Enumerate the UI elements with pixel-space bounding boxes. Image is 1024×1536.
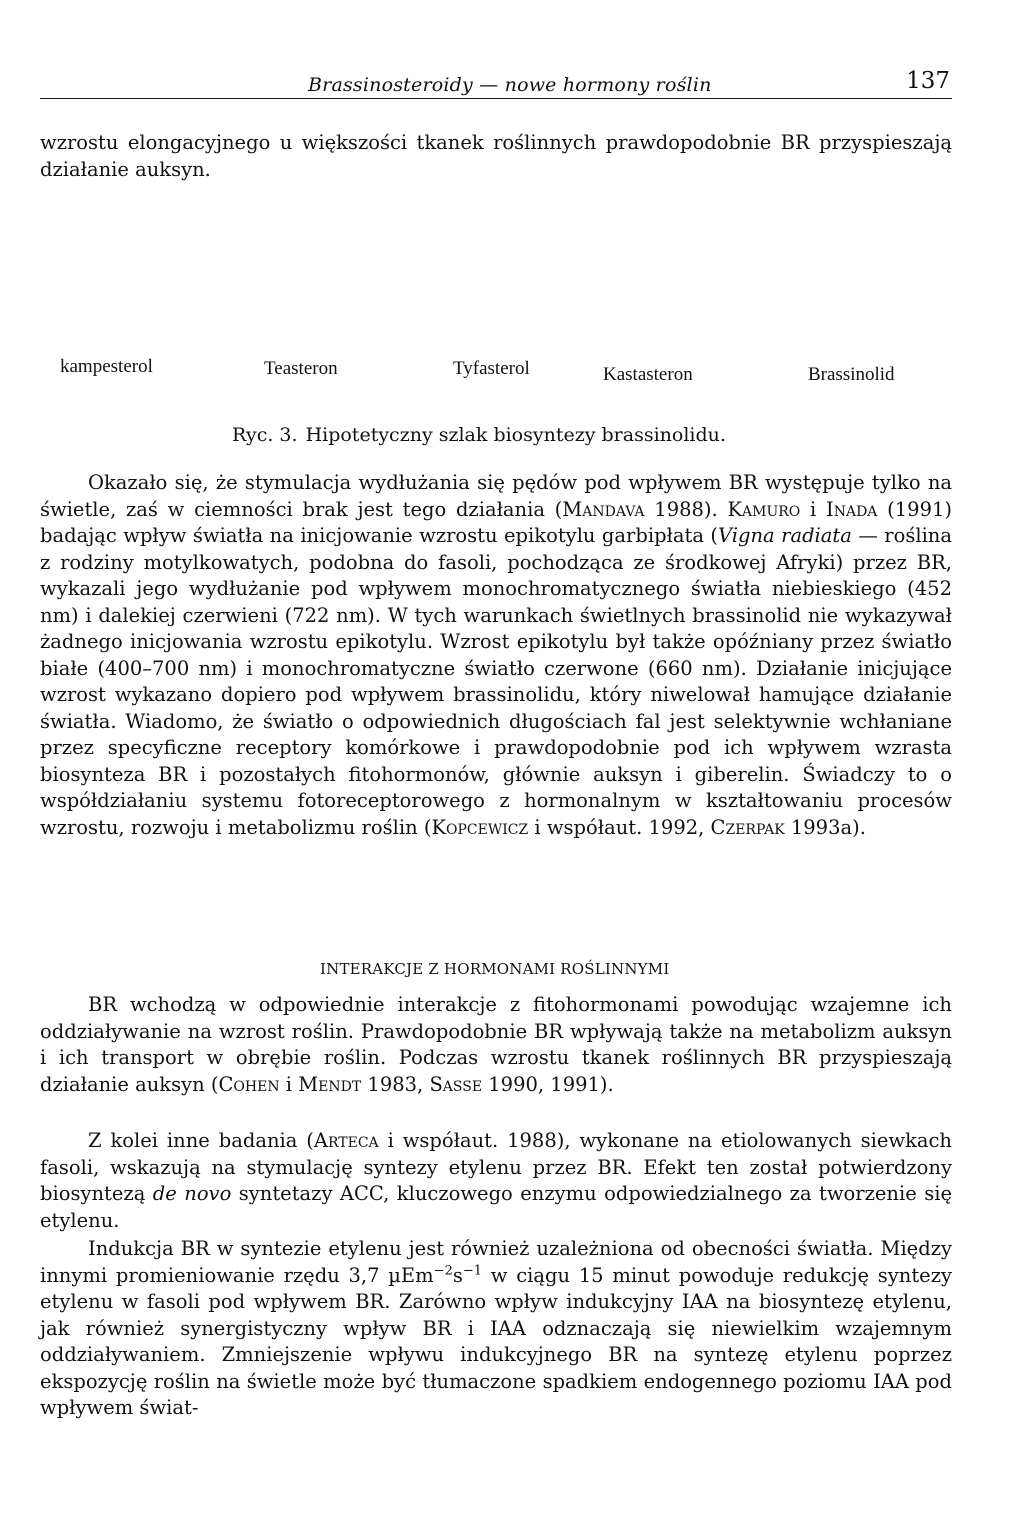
citation-author: Czerpak bbox=[710, 815, 785, 839]
page-number: 137 bbox=[906, 68, 950, 94]
figure-label-tyfasterol: Tyfasterol bbox=[453, 358, 530, 379]
paragraph-interactions: BR wchodzą w odpowiednie interakcje z fitohormonami powodując wzajemne ich oddziaływanie na wzrost roślin. Prawdopodobnie BR wpływają także na metabolizm auksyn i ich transport w obrębie roślin. Podczas wzrostu tkanek roślinnych BR przyspieszają działanie auksyn (Cohen i Mendt 1983, Sasse 1990, 1991). bbox=[40, 993, 952, 1096]
figure-caption bbox=[232, 424, 734, 446]
citation-author: Arteca bbox=[313, 1129, 379, 1152]
figure-number: Ryc. 3. bbox=[232, 424, 298, 446]
running-header bbox=[40, 68, 952, 99]
figure-caption-text: Hipotetyczny szlak biosyntezy brassinolidu. bbox=[305, 424, 726, 446]
paragraph-continuation: wzrostu elongacyjnego u większości tkanek roślinnych prawdopodobnie BR przyspieszają działanie auksyn. bbox=[40, 131, 952, 181]
figure-label-teasteron: Teasteron bbox=[264, 358, 338, 379]
citation-author: Sasse bbox=[429, 1072, 483, 1096]
citation-author: Kopcewicz bbox=[431, 815, 529, 839]
figure-label-kastasteron: Kastasteron bbox=[603, 364, 693, 385]
superscript: −1 bbox=[462, 1263, 483, 1278]
running-title: Brassinosteroidy — nowe hormony roślin bbox=[308, 74, 712, 96]
citation-author: Cohen bbox=[218, 1072, 280, 1096]
citation-author: Kamuro bbox=[727, 497, 801, 521]
paragraph-induction: Indukcja BR w syntezie etylenu jest również uzależniona od obecności światła. Między innymi promieniowanie rzędu 3,7 $\mu Em^{-2}s^{-1}$ w ciągu 15 minut powoduje redukcję syntezy etylenu w fasoli pod wpływem BR. Zarówno wpływ indukcyjny IAA na biosyntezę etylenu, jak również synergistyczny wpływ BR i IAA odznaczają się niewielkim wzajemnym oddziaływaniem. Zmniejszenie wpływu indukcyjnego BR na syntezę etylenu poprzez ekspozycję roślin na świetle może być tłumaczone spadkiem endogennego poziomu IAA pod wpływem świat- bbox=[40, 1237, 953, 1419]
species-name: Vigna radiata bbox=[718, 524, 852, 547]
figure-label-brassinolid: Brassinolid bbox=[808, 364, 895, 385]
paragraph-light-effect: Okazało się, że stymulacja wydłużania się pędów pod wpływem BR występuje tylko na świetle, zaś w ciemności brak jest tego działania (Mandava 1988). Kamuro i Inada (1991) badając wpływ światła na inicjowanie wzrostu epikotylu garbipłata (Vigna radiata — roślina z rodziny motylkowatych, podobna do fasoli, pochodząca ze środkowej Afryki) przez BR, wykazali jego wydłużanie pod wpływem monochromatycznego światła niebieskiego (452 nm) i dalekiej czerwieni (722 nm). W tych warunkach świetlnych brassinolid nie wykazywał żadnego inicjowania wzrostu epikotylu. Wzrost epikotylu był także opóźniany przez światło białe (400–700 nm) i monochromatyczne światło czerwone (660 nm). Działanie inicjujące wzrost wykazano dopiero pod wpływem brassinolidu, który niwelował hamujące działanie światła. Wiadomo, że światło o odpowiednich długościach fal jest selektywnie wchłaniane przez specyficzne receptory komórkowe i prawdopodobnie pod ich wpływem wzrasta biosynteza BR i pozostałych fitohormonów, głównie auksyn i giberelin. Świadczy to o współdziałaniu systemu fotoreceptorowego z hormonalnym w kształtowaniu procesów wzrostu, rozwoju i metabolizmu roślin (Kopcewicz i współaut. 1992, Czerpak 1993a). bbox=[40, 471, 952, 839]
citation-author: Mendt bbox=[298, 1072, 362, 1096]
citation-author: Mandava bbox=[562, 497, 645, 521]
section-heading: INTERAKCJE Z HORMONAMI ROŚLINNYMI bbox=[320, 960, 670, 978]
superscript: −2 bbox=[433, 1263, 453, 1278]
citation-author: Inada bbox=[826, 497, 878, 521]
latin-term: de novo bbox=[152, 1182, 232, 1205]
paragraph-ethylene: Z kolei inne badania (Arteca i współaut. 1988), wykonane na etiolowanych siewkach fasoli, wskazują na stymulację syntezy etylenu przez BR. Efekt ten został potwierdzony biosyntezą de novo syntetazy ACC, kluczowego enzymu odpowiedzialnego za tworzenie się etylenu. bbox=[40, 1129, 952, 1232]
figure-label-kampesterol: kampesterol bbox=[60, 356, 153, 377]
